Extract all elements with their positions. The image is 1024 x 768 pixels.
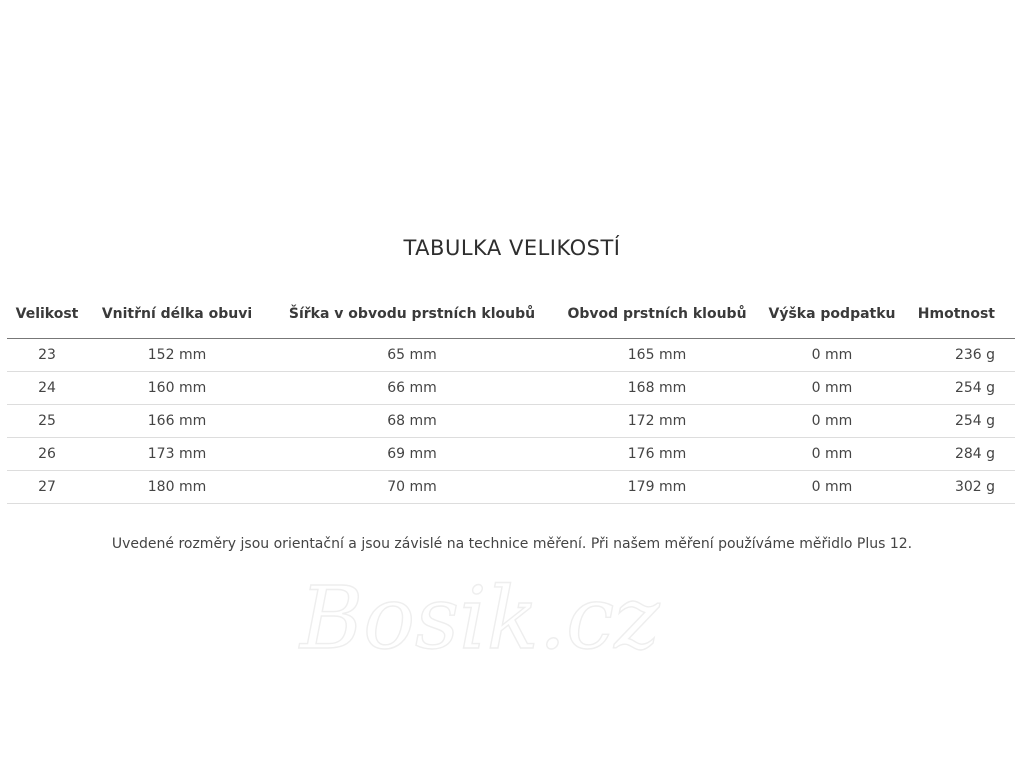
cell-knuckle-circumference: 176 mm: [557, 438, 757, 471]
cell-heel-height: 0 mm: [757, 339, 907, 372]
cell-size: 26: [7, 438, 87, 471]
page-title: TABULKA VELIKOSTÍ: [403, 236, 621, 260]
table-row: [7, 339, 1015, 372]
table-row: [7, 372, 1015, 405]
cell-knuckle-circumference: 172 mm: [557, 405, 757, 438]
cell-knuckle-circumference: 179 mm: [557, 471, 757, 504]
cell-weight: 254 g: [907, 405, 1015, 438]
header-knuckle-circumference: Obvod prstních kloubů: [557, 290, 757, 339]
cell-knuckle-width: 65 mm: [267, 339, 557, 372]
cell-size: 23: [7, 339, 87, 372]
cell-heel-height: 0 mm: [757, 405, 907, 438]
header-size: Velikost: [7, 290, 87, 339]
watermark-logo: [290, 560, 740, 670]
cell-size: 24: [7, 372, 87, 405]
cell-inner-length: 160 mm: [87, 372, 267, 405]
cell-weight: 236 g: [907, 339, 1015, 372]
cell-size: 27: [7, 471, 87, 504]
cell-knuckle-width: 70 mm: [267, 471, 557, 504]
cell-weight: 254 g: [907, 372, 1015, 405]
table-row: [7, 471, 1015, 504]
cell-size: 25: [7, 405, 87, 438]
measurement-footnote: Uvedené rozměry jsou orientační a jsou závislé na technice měření. Při našem měření používáme měřidlo Plus 12.: [111, 536, 913, 552]
cell-inner-length: 180 mm: [87, 471, 267, 504]
header-inner-length: Vnitřní délka obuvi: [87, 290, 267, 339]
cell-heel-height: 0 mm: [757, 438, 907, 471]
cell-inner-length: 152 mm: [87, 339, 267, 372]
cell-heel-height: 0 mm: [757, 372, 907, 405]
table-header-row: [7, 290, 1015, 339]
header-heel-height: Výška podpatku: [757, 290, 907, 339]
cell-weight: 302 g: [907, 471, 1015, 504]
cell-inner-length: 173 mm: [87, 438, 267, 471]
cell-weight: 284 g: [907, 438, 1015, 471]
cell-knuckle-width: 69 mm: [267, 438, 557, 471]
header-knuckle-width: Šířka v obvodu prstních kloubů: [267, 290, 557, 339]
cell-knuckle-width: 68 mm: [267, 405, 557, 438]
watermark-text: Bosik.cz: [300, 569, 660, 669]
header-weight: Hmotnost: [907, 290, 1015, 339]
cell-knuckle-circumference: 165 mm: [557, 339, 757, 372]
cell-knuckle-circumference: 168 mm: [557, 372, 757, 405]
cell-inner-length: 166 mm: [87, 405, 267, 438]
cell-knuckle-width: 66 mm: [267, 372, 557, 405]
table-row: [7, 405, 1015, 438]
table-row: [7, 438, 1015, 471]
cell-heel-height: 0 mm: [757, 471, 907, 504]
size-table: [7, 290, 1015, 504]
